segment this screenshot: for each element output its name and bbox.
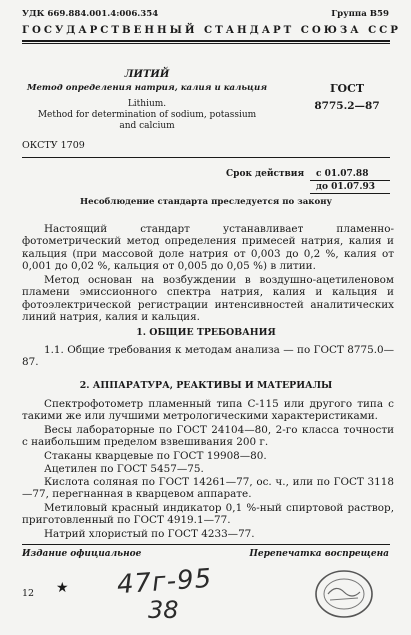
list-item: Весы лабораторные по ГОСТ 24104—80, 2-го класса точности с наибольшим пределом взвешивания 200 г. [22,424,394,449]
oksu-code: ОКСТУ 1709 [22,140,85,151]
official-edition-label: Издание официальное [22,549,142,559]
document-subtitle-en-line1: Method for determination of sodium, potassium [37,110,257,120]
header-rule-top [22,40,390,42]
header-rule-bottom [22,43,390,44]
validity-from: с 01.07.88 [316,169,369,179]
list-item: Натрий хлористый по ГОСТ 4233—77. [44,528,255,540]
handwritten-number: 38 [148,596,179,624]
stamp-seal [310,564,380,624]
section-2-heading: 2. АППАРАТУРА, РЕАКТИВЫ И МАТЕРИАЛЫ [79,380,333,391]
document-subtitle: Метод определения натрия, калия и кальция [26,83,268,93]
gost-number: 8775.2—87 [314,100,380,112]
handwritten-note: 47г-95 [116,563,214,601]
validity-underline-1 [310,180,390,181]
list-item: Стаканы кварцевые по ГОСТ 19908—80. [44,450,267,462]
reprint-prohibited-label: Перепечатка воспрещена [249,549,389,559]
udk-code: УДК 669.884.001.4:006.354 [22,9,159,19]
document-title: ЛИТИЙ [124,69,170,80]
title-block-rule [22,157,390,158]
section-1-heading: 1. ОБЩИЕ ТРЕБОВАНИЯ [136,327,276,338]
document-title-en: Lithium. [127,99,167,109]
group-code: Группа В59 [331,9,389,19]
document-subtitle-en-line2: and calcium [119,121,175,131]
compliance-notice: Несоблюдение стандарта преследуется по закону [80,197,332,207]
intro-paragraph-2: Метод основан на возбуждении в воздушно-ацетиленовом пламени эмиссионного спектра натрия, калия и кальция и фотоэлектрической регистрации интенсивностей аналитических линий натрия, калия и кальция. [22,274,394,324]
validity-underline-2 [310,193,390,194]
gost-label: ГОСТ [329,82,365,95]
footer-rule [22,544,390,545]
standard-title: ГОСУДАРСТВЕННЫЙ СТАНДАРТ СОЮЗА ССР [22,24,401,36]
star-icon: ★ [56,580,69,596]
validity-label: Срок действия [226,169,305,179]
page-number: 12 [22,588,35,599]
list-item: Метиловый красный индикатор 0,1 %-ный спиртовой раствор, приготовленный по ГОСТ 4919.1—77. [22,502,394,527]
list-item: Спектрофотометр пламенный типа С-115 или другого типа с такими же или лучшими метрологическими характеристиками. [22,398,394,423]
validity-to: до 01.07.93 [316,182,375,192]
list-item: Кислота соляная по ГОСТ 14261—77, ос. ч., или по ГОСТ 3118—77, перегнанная в кварцевом аппарате. [22,476,394,501]
list-item: Ацетилен по ГОСТ 5457—75. [44,463,204,475]
section-1-text: 1.1. Общие требования к методам анализа — по ГОСТ 8775.0—87. [22,344,394,369]
intro-paragraph-1: Настоящий стандарт устанавливает пламенно-фотометрический метод определения примесей натрия, калия и кальция (при массовой доле натрия от 0,003 до 0,2 %, калия от 0,001 до 0,02 %, кальция от 0,005 до 0,05 %) в литии. [22,223,394,273]
